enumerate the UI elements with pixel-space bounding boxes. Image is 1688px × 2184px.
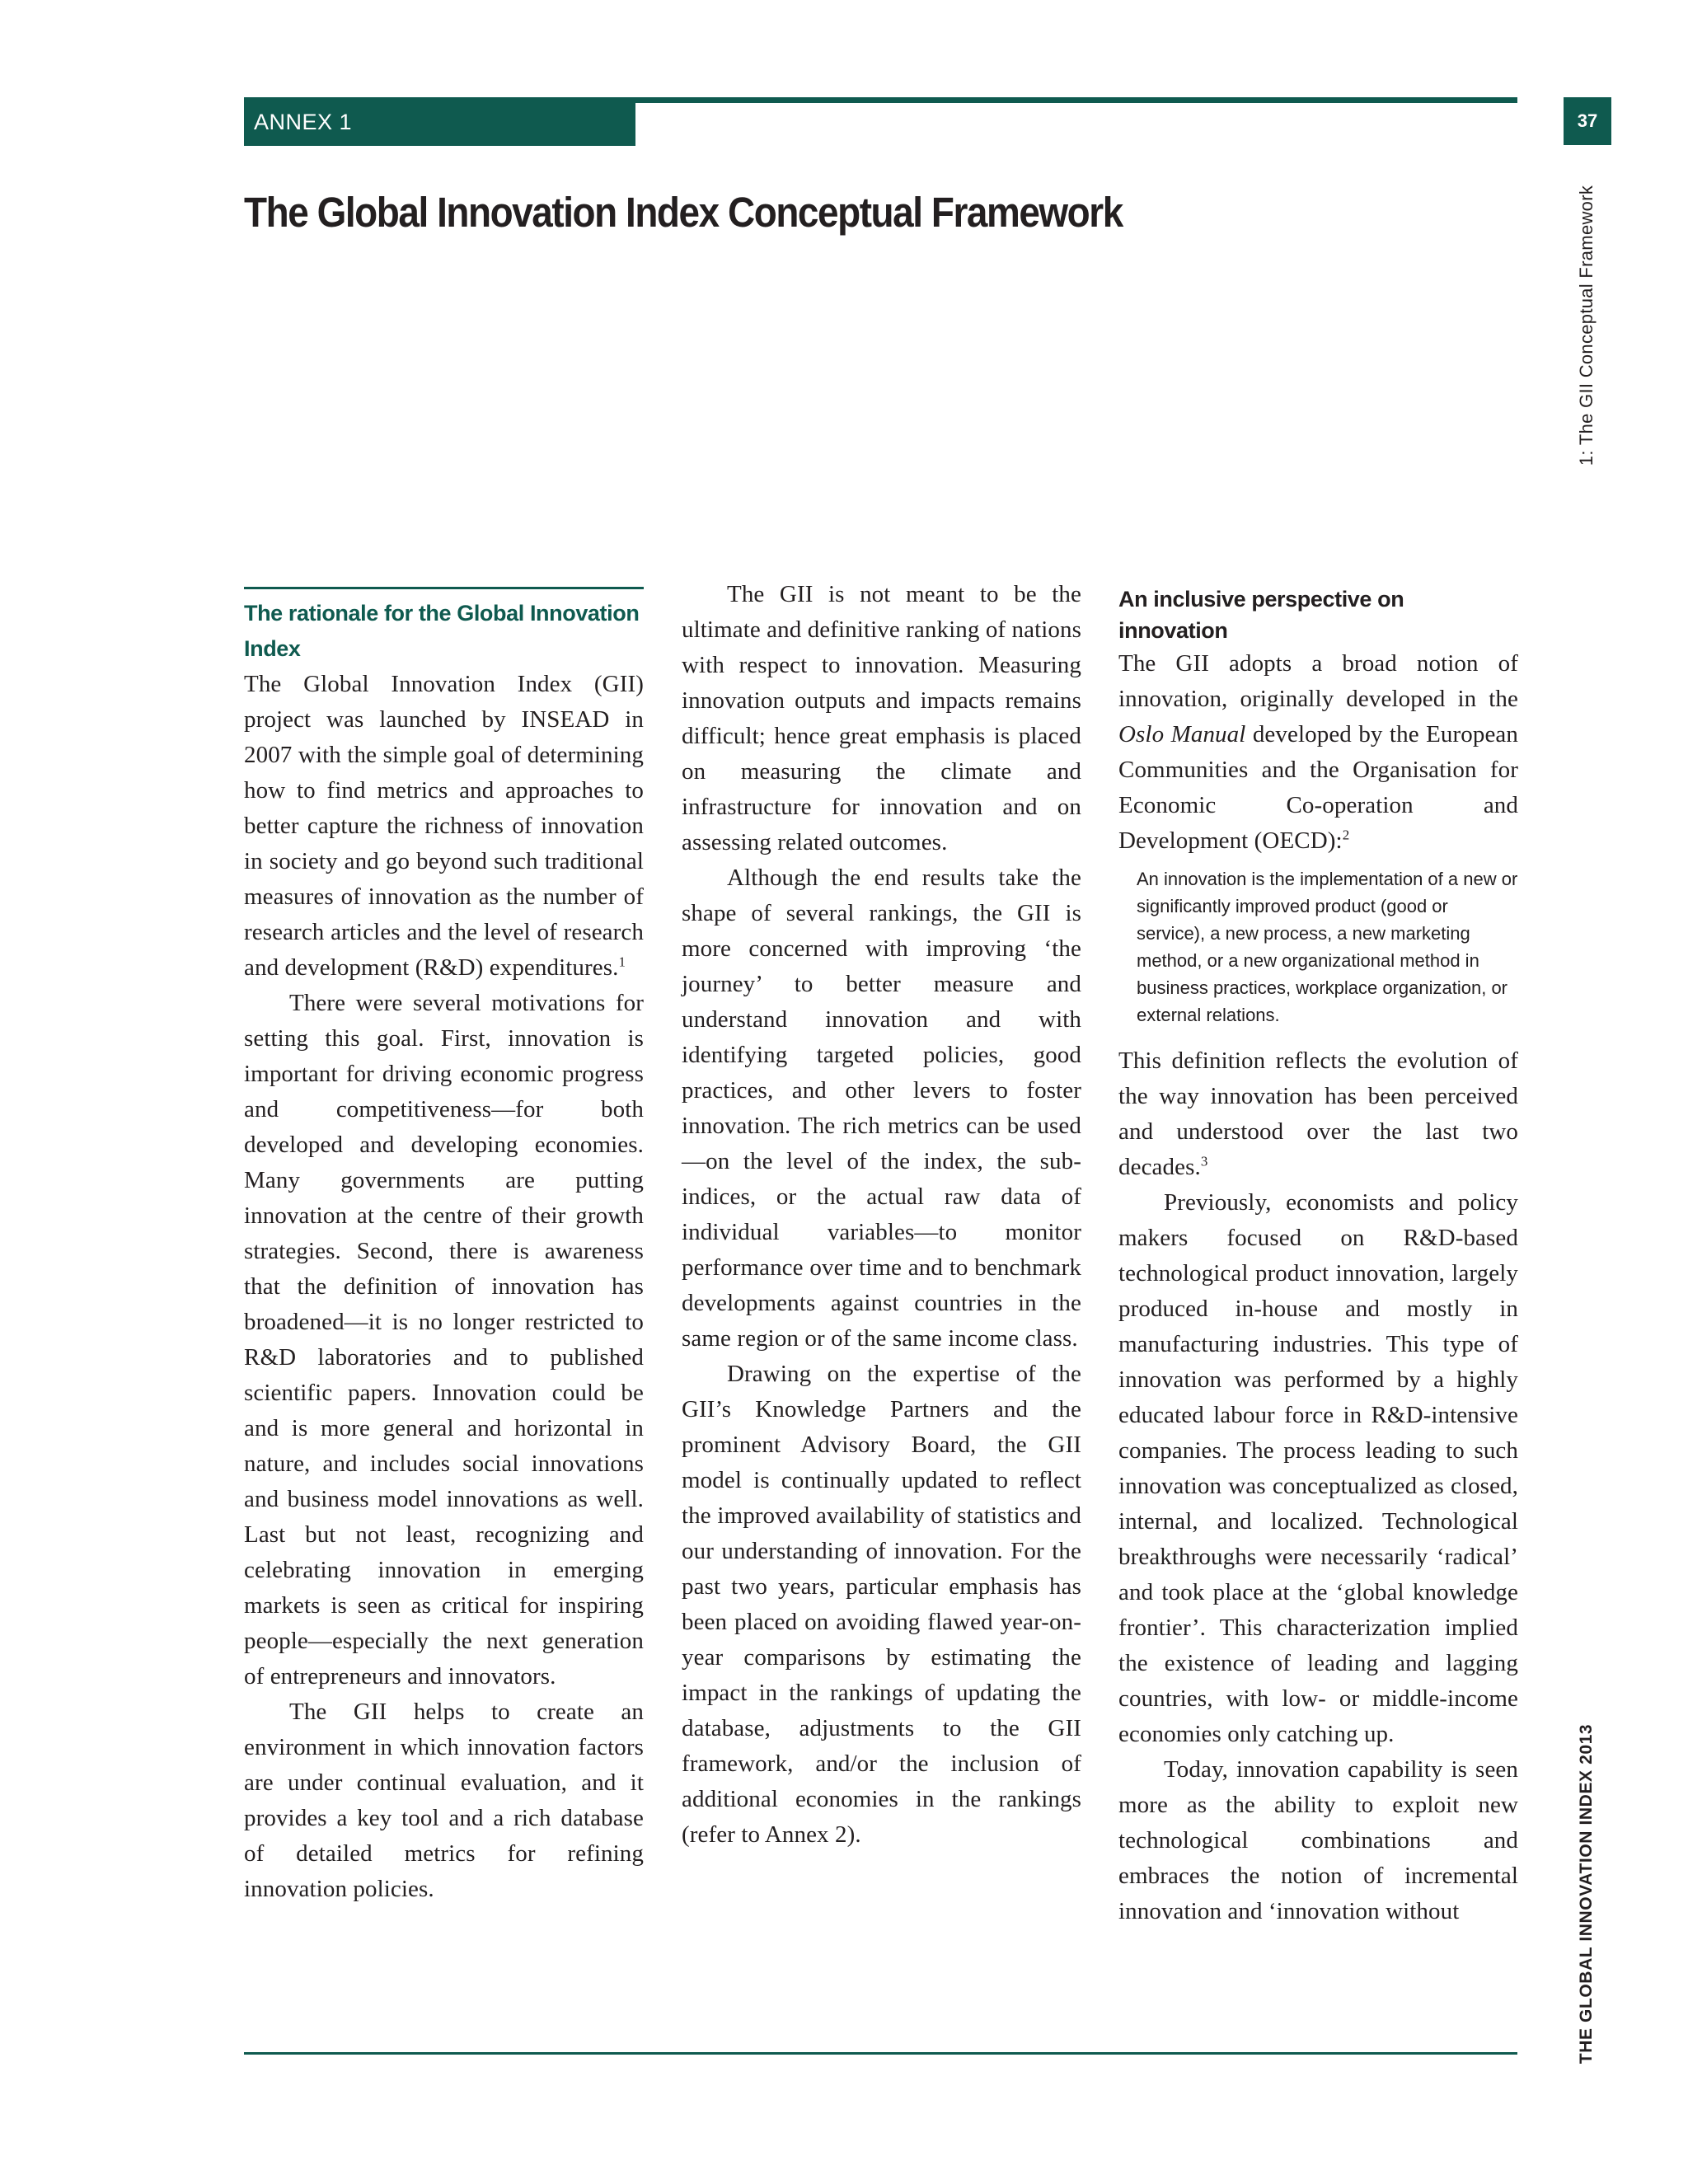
side-running-title — [1574, 185, 1599, 466]
column-3 — [1118, 577, 1518, 1929]
column-1 — [244, 577, 644, 1907]
paragraph: The GII adopts a broad notion of innovation, originally developed in the Oslo Manual developed by the European Communities and the Organisation for Economic Co-operation and Development (OECD):$^2$ — [1118, 650, 1518, 854]
side-running-title-text: 1: The GII Conceptual Framework — [1576, 185, 1597, 466]
footer-rule — [244, 2052, 1517, 2055]
paragraph: Although the end results take the shape of several rankings, the GII is more concerned with improving ‘the journey’ to better measure and understand innovation and with identifying targeted policies, good practices, and other levers to foster innovation. The rich metrics can be used—on the level of the index, the sub-indices, or the actual raw data of individual variables—to monitor performance over time and to benchmark developments against countries in the same region or of the same income class. — [682, 865, 1081, 1352]
paragraph: Previously, economists and policy makers focused on R&D-based technological product innovation, largely produced in-house and mostly in manufacturing industries. This type of innovation was performed by a highly educated labour force in R&D-intensive companies. The process leading to such innovation was conceptualized as closed, internal, and localized. Technological breakthroughs were necessarily ‘radical’ and took place at the ‘global knowledge frontier’. This characterization implied the existence of leading and lagging countries, with low- or middle-income economies only catching up. — [1118, 1189, 1518, 1747]
page-title: The Global Innovation Index Conceptual Framework — [244, 189, 1123, 236]
page-number: 37 — [1564, 97, 1611, 145]
footnote-ref[interactable]: 2 — [1342, 827, 1350, 843]
side-publication-title — [1574, 1723, 1599, 2064]
paragraph: Drawing on the expertise of the GII’s Knowledge Partners and the prominent Advisory Board, the GII model is continually updated to reflect the improved availability of statistics and our understanding of innovation. For the past two years, particular emphasis has been placed on avoiding flawed year-on-year comparisons by estimating the impact in the rankings of updating the database, adjustments to the GII framework, and/or the inclusion of additional economies in the rankings (refer to Annex 2). — [682, 1361, 1081, 1848]
section-heading-inclusive: An inclusive perspective on innovation — [1118, 587, 1404, 643]
paragraph: There were several motivations for setting this goal. First, innovation is important for driving economic progress and competitiveness—for both developed and developing economies. Many governments are putting innovation at the centre of their growth strategies. Second, there is awareness that the definition of innovation has broadened—it is no longer restricted to R&D laboratories and to published scientific papers. Innovation could be and is more general and horizontal in nature, and includes social innovations and business model innovations as well. Last but not least, recognizing and celebrating innovation in emerging markets is seen as critical for inspiring people—especially the next generation of entrepreneurs and innovators. — [244, 990, 644, 1690]
section-heading-rationale: The rationale for the Global Innovation Index — [244, 601, 640, 661]
paragraph: This definition reflects the evolution of the way innovation has been perceived and understood over the last two decades.$^3$ — [1118, 1047, 1518, 1180]
paragraph: The GII helps to create an environment in which innovation factors are under continual evaluation, and it provides a key tool and a rich database of detailed metrics for refining innovation policies. — [244, 1699, 644, 1902]
column-2 — [682, 577, 1081, 1853]
definition-quote: An innovation is the implementation of a new or significantly improved product (good or service), a new process, a new marketing method, or a new organizational method in business practices, workplace organization, or external relations. — [1137, 869, 1518, 1025]
footnote-ref[interactable]: 3 — [1200, 1153, 1208, 1169]
oslo-manual-title: Oslo Manual — [1118, 721, 1246, 748]
footnote-ref[interactable]: 1 — [618, 954, 626, 970]
annex-label: ANNEX 1 — [244, 99, 635, 146]
paragraph: The Global Innovation Index (GII) project was launched by INSEAD in 2007 with the simple goal of determining how to find metrics and approaches to better capture the richness of innovation in society and go beyond such traditional measures of innovation as the number of research articles and the level of research and development (R&D) expenditures.$^1$ — [244, 671, 644, 981]
paragraph: Today, innovation capability is seen more as the ability to exploit new technological combinations and embraces the notion of incremental innovation and ‘innovation without — [1118, 1756, 1518, 1924]
side-publication-text: THE GLOBAL INNOVATION INDEX 2013 — [1577, 1723, 1596, 2064]
paragraph: The GII is not meant to be the ultimate and definitive ranking of nations with respect to innovation. Measuring innovation outputs and impacts remains difficult; hence great emphasis is placed on measuring the climate and infrastructure for innovation and on assessing related outcomes. — [682, 581, 1081, 855]
